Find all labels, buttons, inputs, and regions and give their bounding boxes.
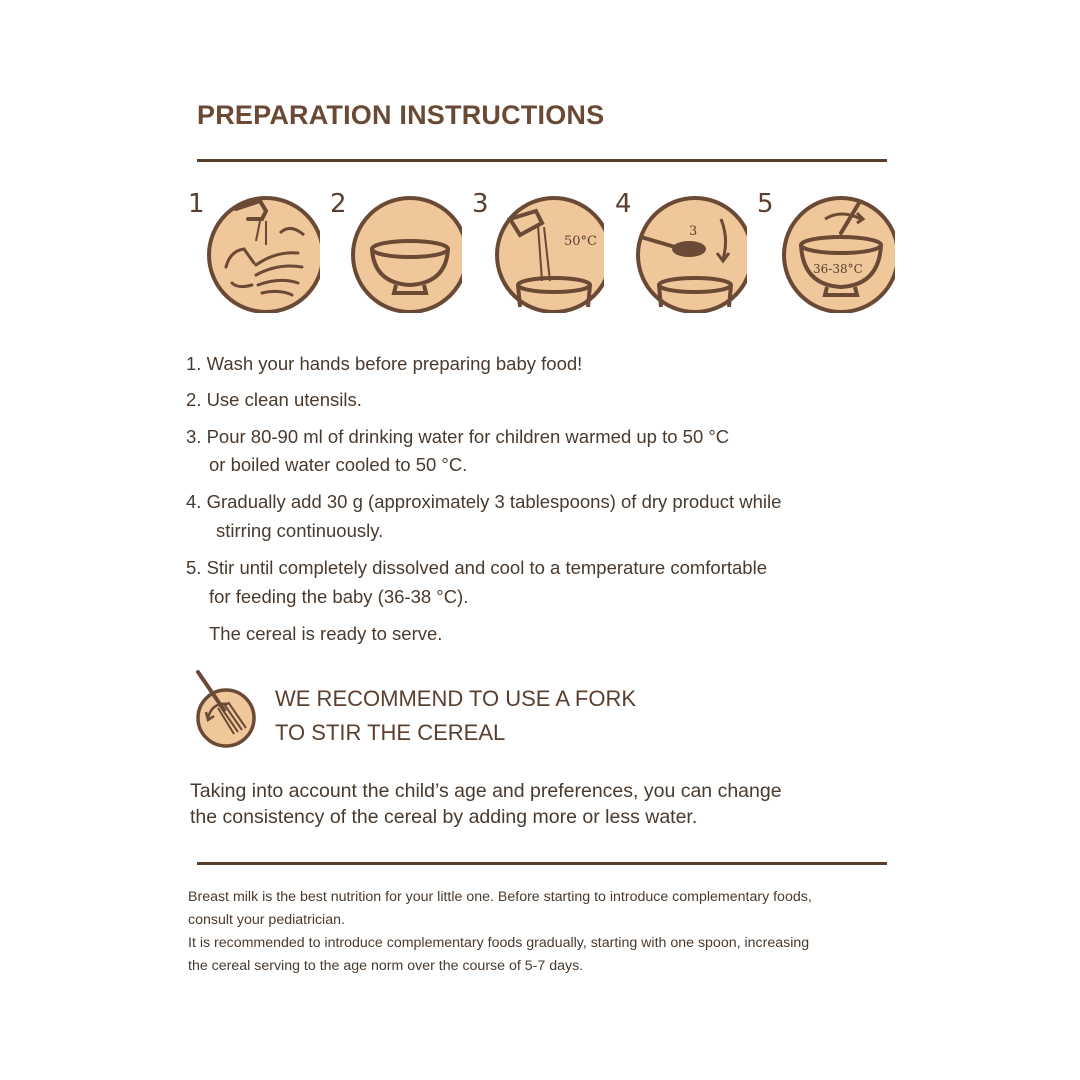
recommendation-line-1: WE RECOMMEND TO USE A FORK bbox=[275, 686, 637, 711]
step-3-temperature: 50°C bbox=[564, 234, 597, 249]
instruction-4-continued: stirring continuously. bbox=[216, 520, 384, 541]
instruction-3-continued: or boiled water cooled to 50 °C. bbox=[209, 454, 468, 475]
fork-stir-icon bbox=[190, 668, 262, 750]
step-number: 3 bbox=[472, 189, 489, 219]
instruction-4: 4. Gradually add 30 g (approximately 3 tablespoons) of dry product while bbox=[186, 491, 782, 512]
bowl-icon bbox=[338, 189, 462, 313]
consistency-line-2: the consistency of the cereal by adding more or less water. bbox=[190, 806, 698, 828]
hand-washing-icon bbox=[196, 189, 320, 313]
instruction-5-continued: for feeding the baby (36-38 °C). bbox=[209, 586, 469, 607]
step-5-temperature: 36-38°C bbox=[813, 262, 863, 276]
recommendation-line-2: TO STIR THE CEREAL bbox=[275, 720, 506, 745]
step-number: 1 bbox=[188, 189, 205, 219]
step-2 bbox=[330, 185, 460, 320]
instruction-5: 5. Stir until completely dissolved and cool to a temperature comfortable bbox=[186, 557, 767, 578]
step-4-spoons: 3 bbox=[689, 224, 698, 239]
pour-water-icon bbox=[480, 189, 604, 313]
instruction-3: 3. Pour 80-90 ml of drinking water for children warmed up to 50 °C bbox=[186, 426, 730, 447]
disclaimer-line-3: It is recommended to introduce complementary foods gradually, starting with one spoon, increasing bbox=[188, 935, 810, 951]
instruction-1: 1. Wash your hands before preparing baby food! bbox=[186, 353, 583, 374]
disclaimer-line-1: Breast milk is the best nutrition for your little one. Before starting to introduce complementary foods, bbox=[188, 889, 812, 905]
top-divider bbox=[197, 159, 887, 162]
step-5 bbox=[757, 185, 887, 320]
consistency-line-1: Taking into account the child’s age and preferences, you can change bbox=[190, 780, 782, 802]
step-1 bbox=[188, 185, 318, 320]
step-3 bbox=[472, 185, 602, 320]
step-4 bbox=[615, 185, 745, 320]
stir-bowl-icon bbox=[765, 189, 895, 313]
spoon-add-icon bbox=[623, 189, 747, 313]
ready-text: The cereal is ready to serve. bbox=[209, 623, 443, 644]
disclaimer-line-4: the cereal serving to the age norm over the course of 5-7 days. bbox=[188, 958, 584, 974]
step-number: 2 bbox=[330, 189, 347, 219]
instruction-2: 2. Use clean utensils. bbox=[186, 389, 362, 410]
steps-row bbox=[0, 185, 1080, 320]
bottom-divider bbox=[197, 862, 887, 865]
disclaimer-line-2: consult your pediatrician. bbox=[188, 912, 345, 928]
step-number: 5 bbox=[757, 189, 774, 219]
page-title: PREPARATION INSTRUCTIONS bbox=[197, 100, 605, 130]
step-number: 4 bbox=[615, 189, 632, 219]
